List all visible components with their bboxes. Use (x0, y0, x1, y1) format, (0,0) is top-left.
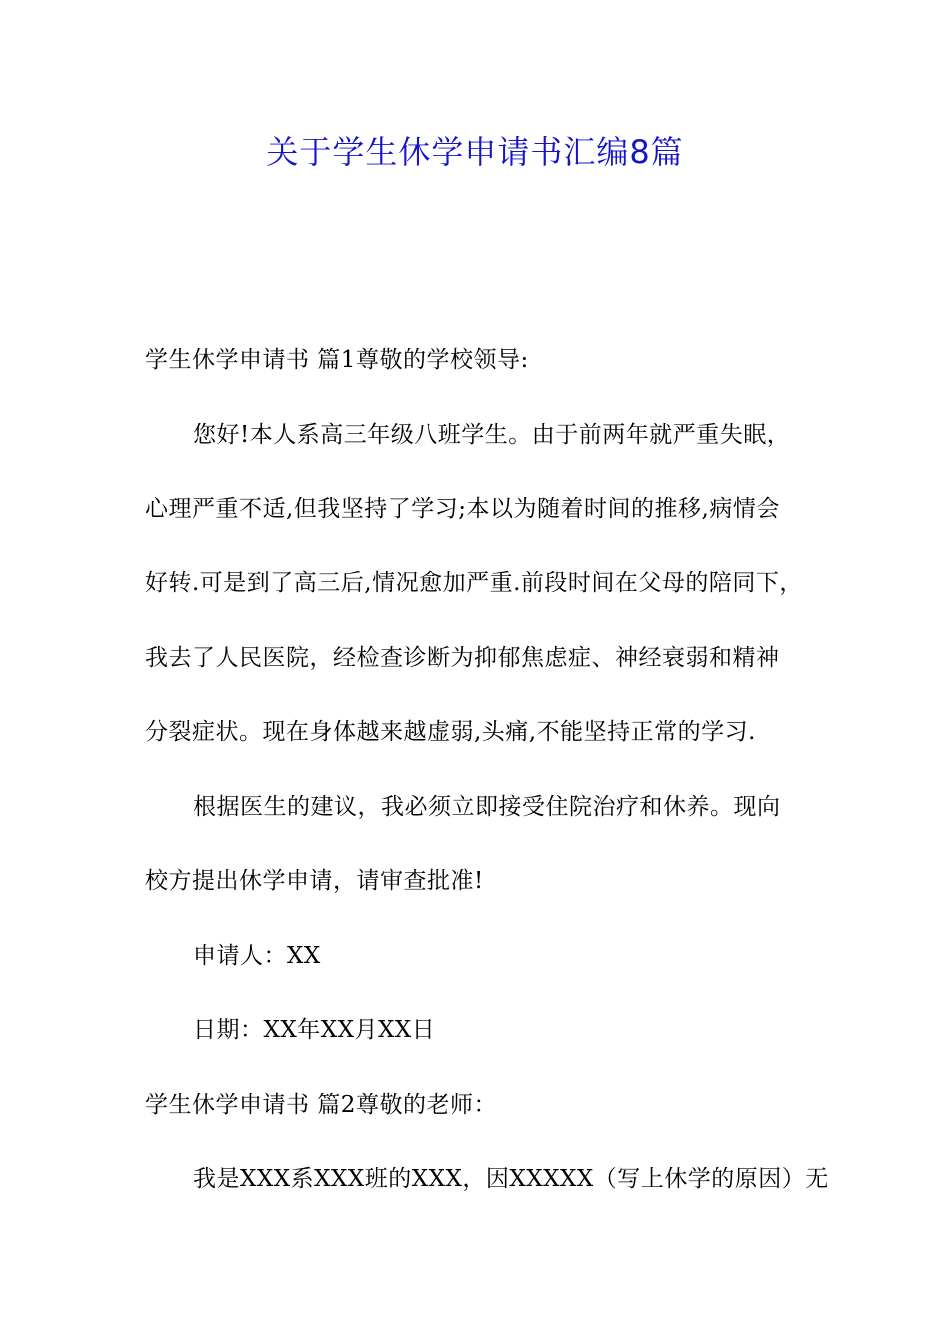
section-heading-2: 学生休学申请书 篇2尊敬的老师： (145, 1092, 497, 1118)
document-title: 关于学生休学申请书汇编8篇 (266, 133, 684, 171)
paragraph-line: 校方提出休学申请，请审查批准! (145, 868, 484, 894)
paragraph-line: 我去了人民医院，经检查诊断为抑郁焦虑症、神经衰弱和精神 (145, 645, 780, 671)
paragraph-line: 根据医生的建议，我必须立即接受住院治疗和休养。现向 (193, 794, 781, 820)
paragraph-line: 您好!本人系高三年级八班学生。由于前两年就严重失眠， (193, 422, 791, 448)
applicant-line: 申请人：XX (193, 943, 321, 969)
paragraph-line: 好转.可是到了高三后,情况愈加严重.前段时间在父母的陪同下， (145, 570, 803, 596)
paragraph-line: 我是XXX系XXX班的XXX，因XXXXX（写上休学的原因）无 (193, 1166, 829, 1192)
date-line: 日期：XX年XX月XX日 (193, 1017, 436, 1043)
section-heading-1: 学生休学申请书 篇1尊敬的学校领导: (145, 347, 529, 373)
paragraph-line: 分裂症状。现在身体越来越虚弱,头痛,不能坚持正常的学习. (145, 719, 756, 745)
paragraph-line: 心理严重不适,但我坚持了学习;本以为随着时间的推移,病情会 (145, 496, 780, 522)
